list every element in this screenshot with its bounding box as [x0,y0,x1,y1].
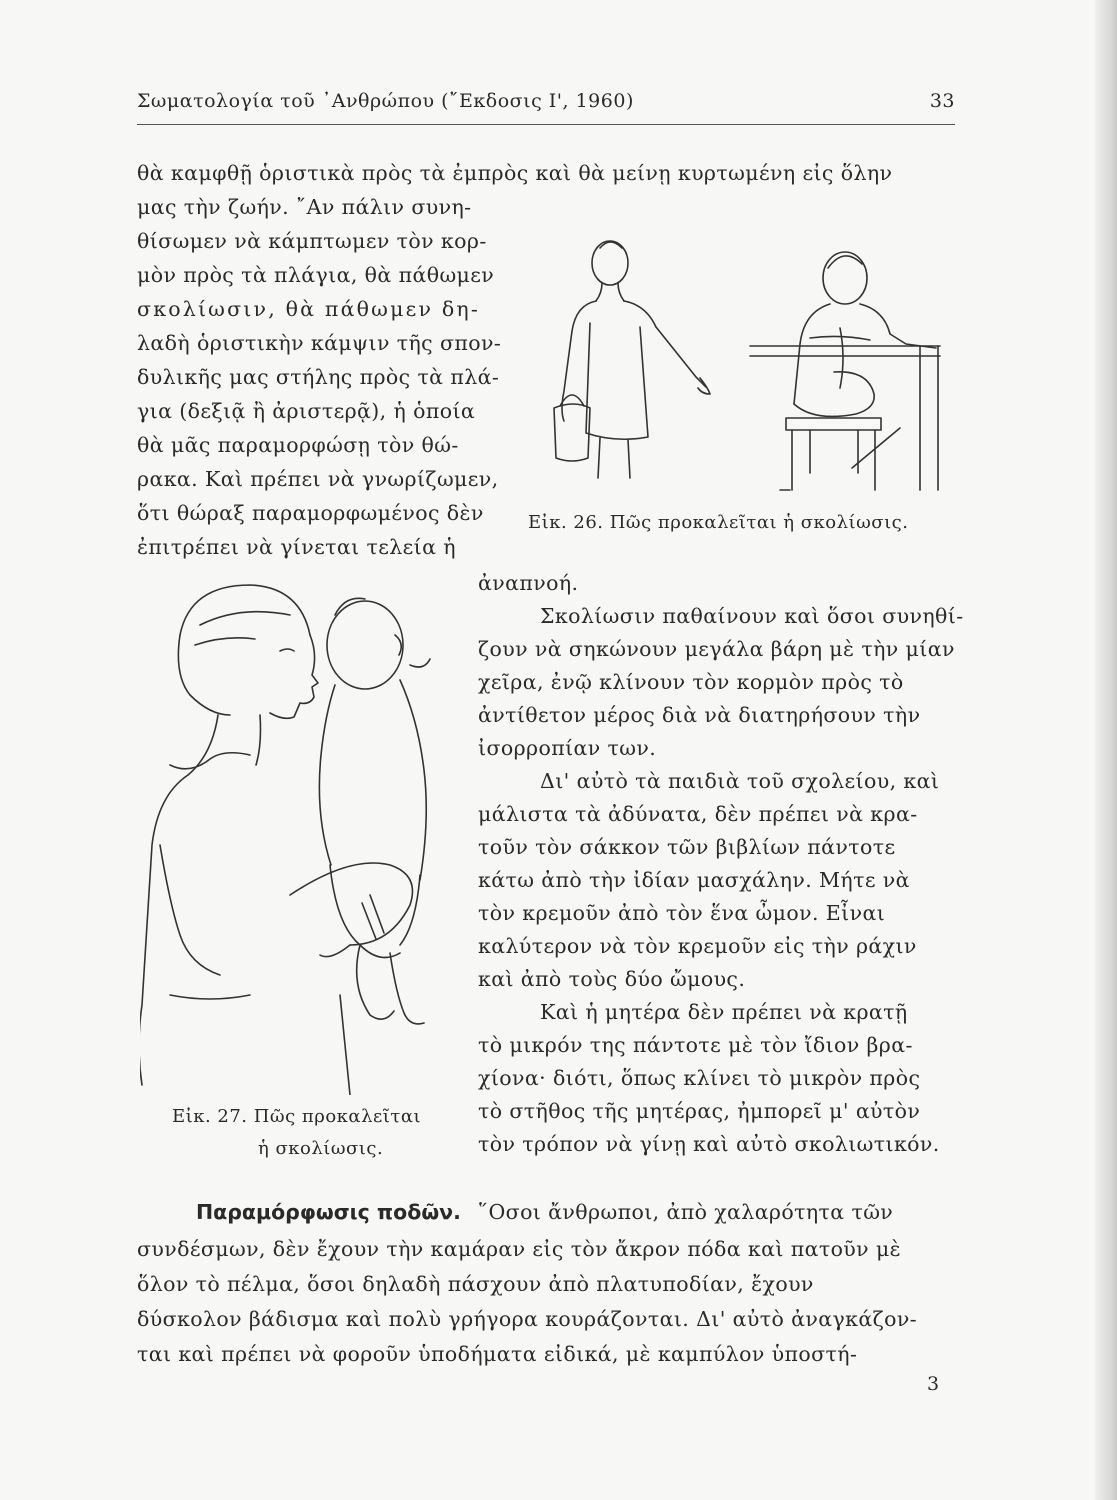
text-line: τὸ στῆθος τῆς μητέρας, ἠμπορεῖ μ' αὐτὸν [478,1099,921,1123]
footer-signature-mark: 3 [927,1373,940,1395]
text-line: καὶ ἀπὸ τοὺς δύο ὤμους. [478,967,746,991]
text-line: κάτω ἀπὸ τὴν ἰδίαν μασχάλην. Μήτε νὰ [478,868,910,892]
section-heading: Παραμόρφωσις ποδῶν. [196,1200,461,1224]
text-line: Καὶ ἡ μητέρα δὲν πρέπει νὰ κρατῇ [540,1000,908,1024]
header-title: Σωματολογία τοῦ ᾿Ανθρώπου (῎Εκδοσις Ι', 1960) [137,90,634,112]
text-line: δυλικῆς μας στήλης πρὸς τὰ πλά- [137,365,500,389]
text-line: τὸν κρεμοῦν ἀπὸ τὸν ἕνα ὦμον. Εἶναι [478,901,886,925]
running-header [137,90,955,112]
text-line: Σκολίωσιν παθαίνουν καὶ ὅσοι συνηθί- [540,604,964,628]
text-line: μας τὴν ζωήν. ῎Αν πάλιν συνη- [137,195,472,219]
text-line: μάλιστα τὰ ἀδύνατα, δὲν πρέπει νὰ κρα- [478,802,918,826]
figure-27-caption-line: ἡ σκολίωσις. [258,1138,384,1159]
text-line: συνδέσμων, δὲν ἔχουν τὴν καμάραν εἰς τὸν ἄκρον πόδα καὶ πατοῦν μὲ [137,1237,902,1261]
text-line: τὸν τρόπον νὰ γίνῃ καὶ αὐτὸ σκολιωτικόν. [478,1132,940,1156]
header-page-number: 33 [929,90,955,112]
figure-26-caption: Εἰκ. 26. Πῶς προκαλεῖται ἡ σκολίωσις. [528,512,909,533]
text-line: τὸ μικρόν της πάντοτε μὲ τὸν ἴδιον βρα- [478,1033,913,1057]
text-line: τοῦν τὸν σάκκον τῶν βιβλίων πάντοτε [478,835,896,859]
text-line: θὰ καμφθῇ ὁριστικὰ πρὸς τὰ ἐμπρὸς καὶ θὰ μείνῃ κυρτωμένη εἰς ὅλην [137,161,893,185]
text-line: θίσωμεν νὰ κάμπτωμεν τὸν κορ- [137,229,487,253]
text-line: ἐπιτρέπει νὰ γίνεται τελεία ἡ [137,535,456,559]
text-line: Δι' αὐτὸ τὰ παιδιὰ τοῦ σχολείου, καὶ [540,769,940,793]
text-line: χεῖρα, ἐνῷ κλίνουν τὸν κορμὸν πρὸς τὸ [478,670,904,694]
figure-27-caption-line: Εἰκ. 27. Πῶς προκαλεῖται [172,1106,422,1127]
text-line: ρακα. Καὶ πρέπει νὰ γνωρίζωμεν, [137,467,499,491]
text-line: ἰσορροπίαν των. [478,736,657,760]
text-line: ἀντίθετον μέρος διὰ νὰ διατηρήσουν τὴν [478,703,921,727]
text-line: καλύτερον νὰ τὸν κρεμοῦν εἰς τὴν ράχιν [478,934,917,958]
text-line: ἀναπνοή. [478,571,579,595]
figure-26-illustration [540,228,950,500]
text-line: ζουν νὰ σηκώνουν μεγάλα βάρη μὲ τὴν μίαν [478,637,955,661]
text-line: ὅλον τὸ πέλμα, ὅσοι δηλαδὴ πάσχουν ἀπὸ πλατυποδίαν, ἔχουν [137,1272,814,1296]
text-line: δύσκολον βάδισμα καὶ πολὺ γρήγορα κουράζονται. Δι' αὐτὸ ἀναγκάζον- [137,1307,918,1331]
text-line: για (δεξιᾷ ἢ ἀριστερᾷ), ἡ ὁποία [137,399,476,423]
text-line: σκολίωσιν, θὰ πάθωμεν δη- [137,297,480,321]
text-line: ται καὶ πρέπει νὰ φοροῦν ὑποδήματα εἰδικά, μὲ καμπύλον ὑποστή- [137,1342,858,1366]
header-rule [137,124,955,125]
figure-27-illustration [140,575,465,1095]
text-line: θὰ μᾶς παραμορφώσῃ τὸν θώ- [137,433,459,457]
page-edge [1095,0,1117,1500]
text-line: χίονα· διότι, ὅπως κλίνει τὸ μικρὸν πρὸς [478,1066,921,1090]
text-line: λαδὴ ὁριστικὴν κάμψιν τῆς σπον- [137,331,502,355]
section-first-line-text: ῞Οσοι ἄνθρωποι, ἀπὸ χαλαρότητα τῶν [477,1200,894,1224]
section-first-line [196,1202,893,1223]
text-line: μὸν πρὸς τὰ πλάγια, θὰ πάθωμεν [137,263,495,287]
text-line: ὅτι θώραξ παραμορφωμένος δὲν [137,501,484,525]
